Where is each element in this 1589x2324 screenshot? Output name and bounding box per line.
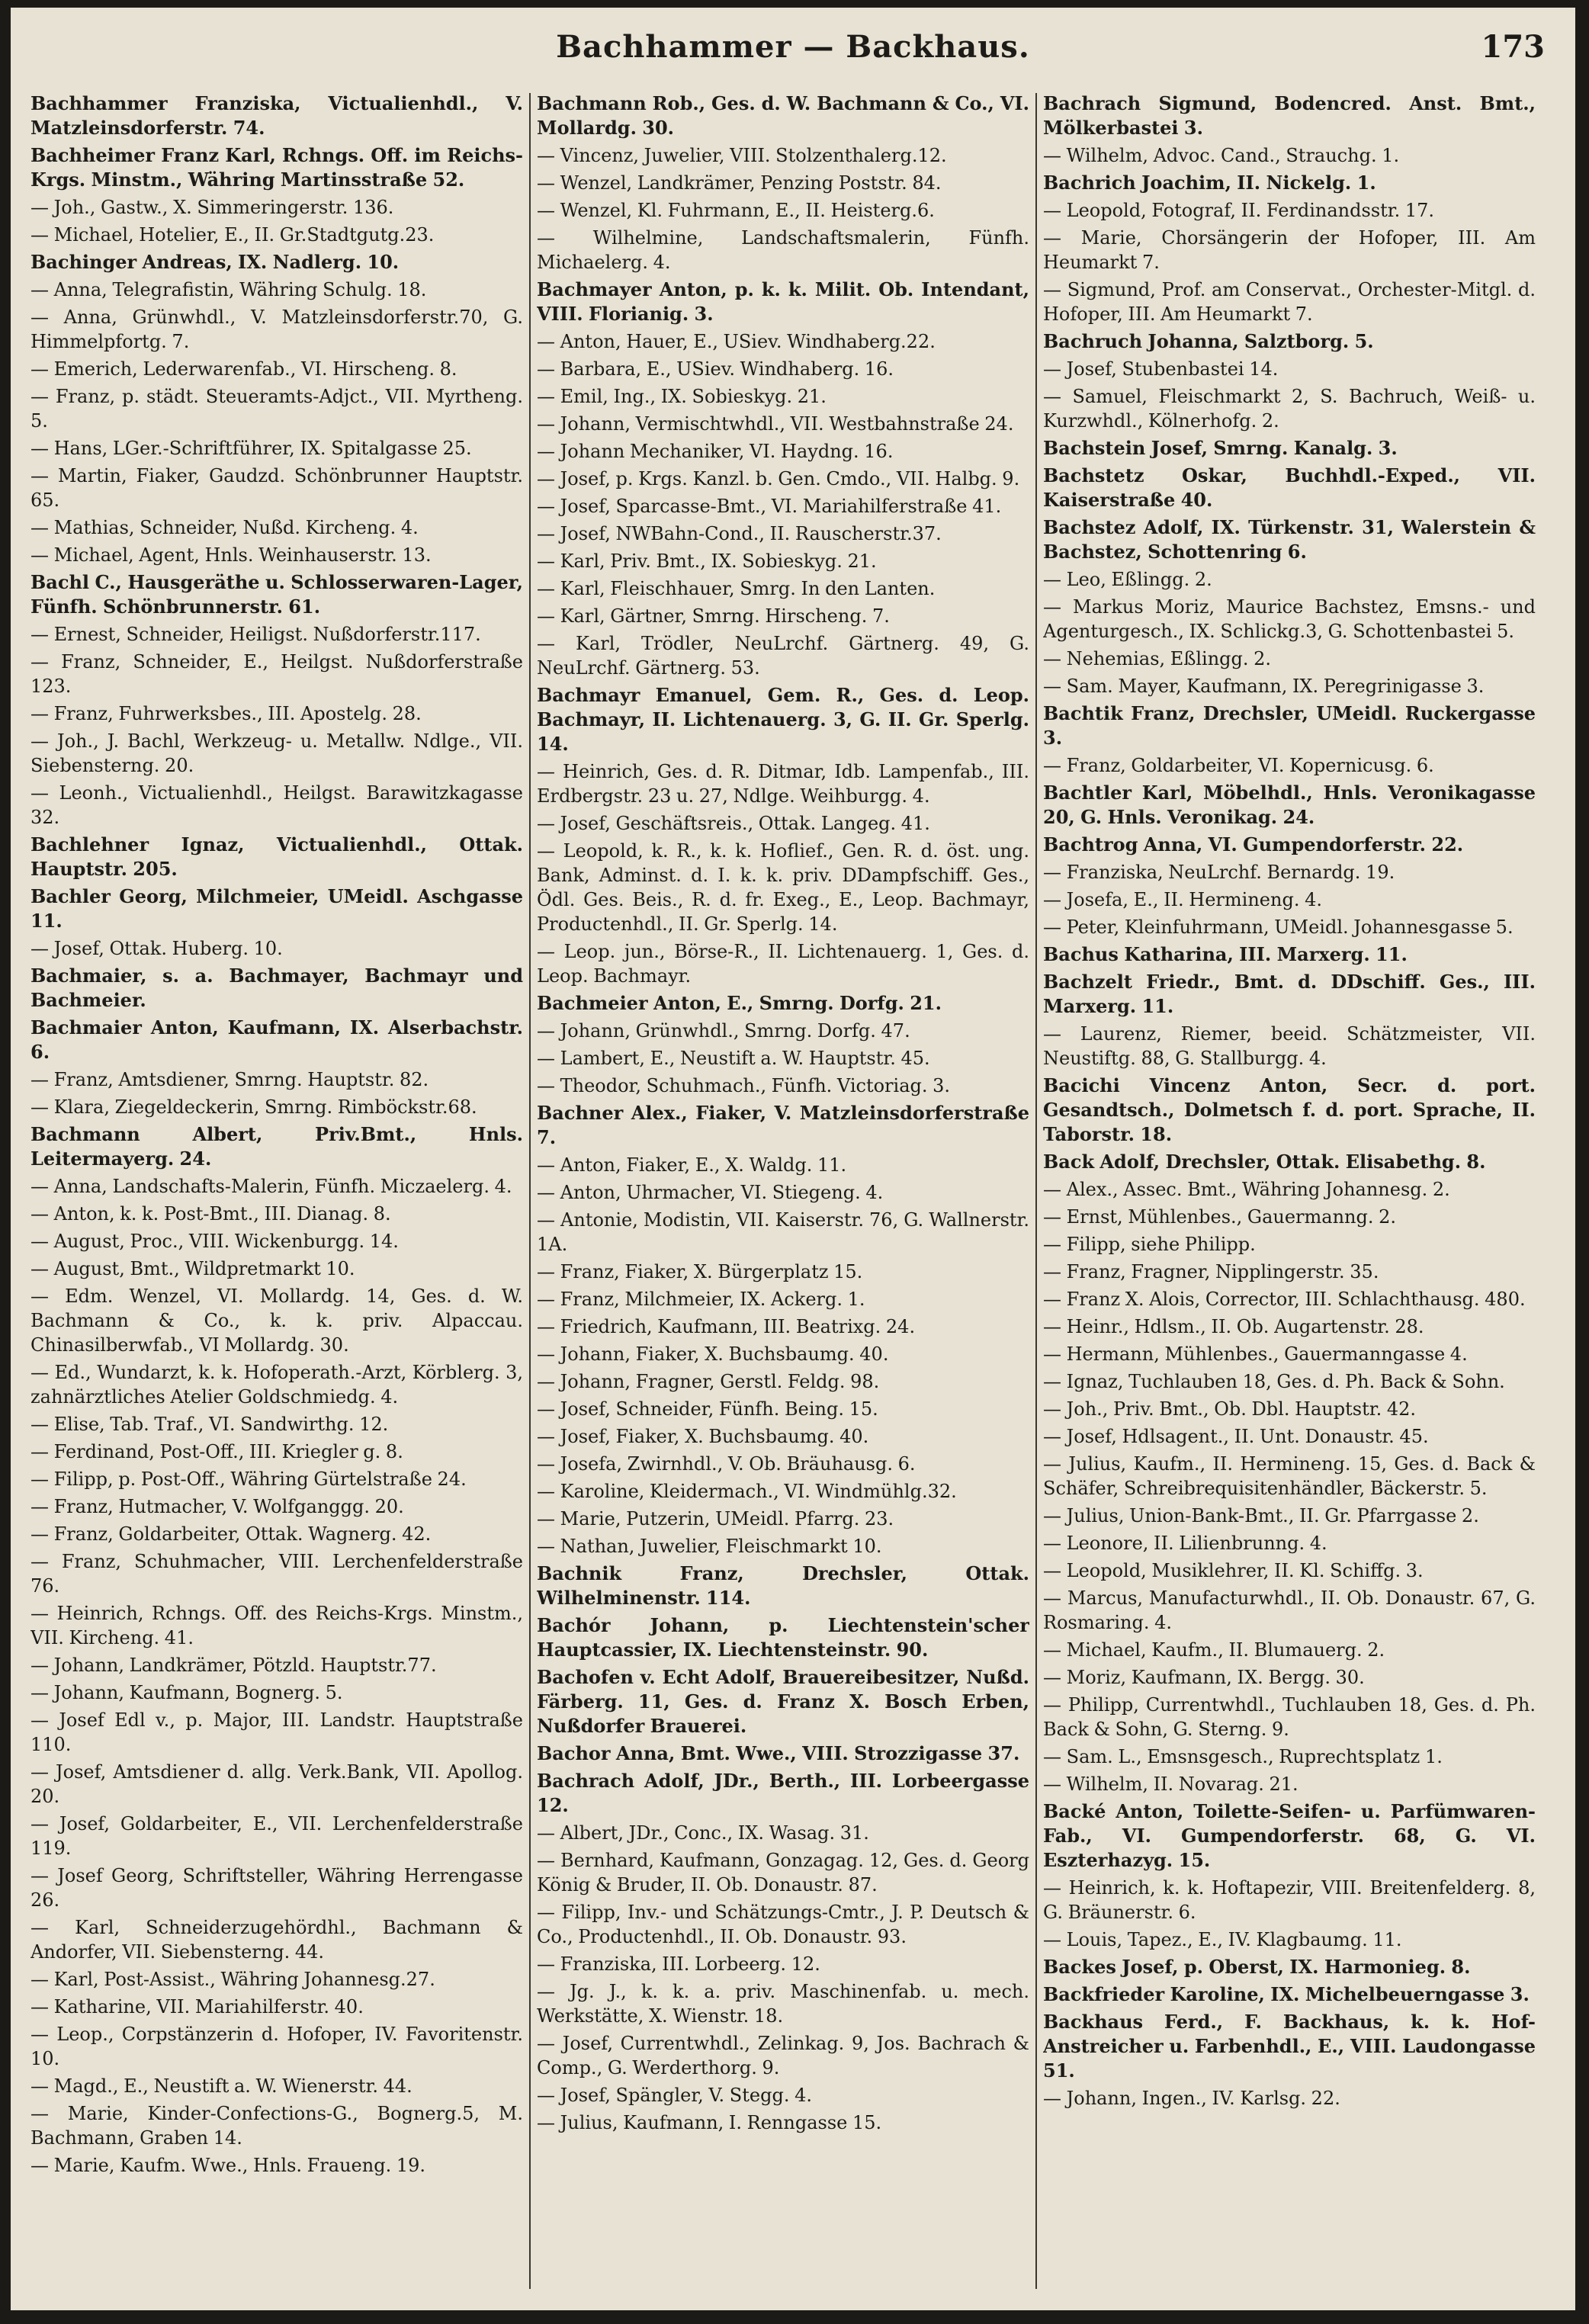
directory-entry: Bachmaier Anton, Kaufmann, IX. Alserbachstr. 6.	[30, 1016, 523, 1063]
directory-entry: — Karl, Schneiderzugehördhl., Bachmann & Andorfer, VII. Siebensterng. 44.	[30, 1917, 523, 1963]
directory-entry: Backes Josef, p. Oberst, IX. Harmonieg. 8.	[1043, 1956, 1471, 1978]
directory-entry: Bachrach Adolf, JDr., Berth., III. Lorbeergasse 12.	[537, 1770, 1029, 1816]
directory-entry: — Wenzel, Landkrämer, Penzing Poststr. 84.	[537, 172, 942, 194]
directory-entry: Bachofen v. Echt Adolf, Brauereibesitzer, Nußd. Färberg. 11, Ges. d. Franz X. Bosch Erben, Nußdorfer Brauerei.	[537, 1666, 1029, 1737]
directory-entry: — Ignaz, Tuchlauben 18, Ges. d. Ph. Back & Sohn.	[1043, 1371, 1505, 1392]
directory-entry: — Johann, Fragner, Gerstl. Feldg. 98.	[537, 1371, 880, 1392]
directory-entry: — Franz X. Alois, Corrector, III. Schlachthausg. 480.	[1043, 1289, 1526, 1310]
directory-entry: — Wilhelmine, Landschaftsmalerin, Fünfh. Michaelerg. 4.	[537, 227, 1029, 273]
directory-entry: — Karl, Post-Assist., Währing Johannesg.27.	[30, 1969, 435, 1990]
directory-entry: — Josef, Hdlsagent., II. Unt. Donaustr. 45.	[1043, 1426, 1429, 1447]
directory-entry: Bachner Alex., Fiaker, V. Matzleinsdorferstraße 7.	[537, 1102, 1029, 1148]
directory-entry: — Johann, Landkrämer, Pötzld. Hauptstr.77.	[30, 1655, 437, 1676]
directory-entry: — Michael, Agent, Hnls. Weinhauserstr. 13.	[30, 544, 432, 566]
directory-entry: — Anna, Landschafts-Malerin, Fünfh. Miczaelerg. 4.	[30, 1176, 512, 1197]
directory-entry: — Barbara, E., USiev. Windhaberg. 16.	[537, 358, 894, 380]
directory-page	[11, 8, 1575, 2310]
directory-entry: — August, Proc., VIII. Wickenburgg. 14.	[30, 1231, 399, 1252]
directory-entry: Bachrach Sigmund, Bodencred. Anst. Bmt., Mölkerbastei 3.	[1043, 92, 1536, 139]
directory-entry: — Josef, NWBahn-Cond., II. Rauscherstr.37.	[537, 523, 942, 544]
directory-entry: — Franziska, NeuLrchf. Bernardg. 19.	[1043, 862, 1395, 883]
directory-entry: — Sam. Mayer, Kaufmann, IX. Peregrinigasse 3.	[1043, 676, 1485, 697]
directory-entry: — Franz, Goldarbeiter, VI. Kopernicusg. 6.	[1043, 755, 1434, 776]
directory-entry: — Joh., Priv. Bmt., Ob. Dbl. Hauptstr. 42.	[1043, 1398, 1416, 1420]
directory-entry: — Magd., E., Neustift a. W. Wienerstr. 44.	[30, 2075, 412, 2097]
directory-entry: Bachmayr Emanuel, Gem. R., Ges. d. Leop. Bachmayr, II. Lichtenauerg. 3, G. II. Gr. Sperlg. 14.	[537, 684, 1029, 755]
directory-entry: — Albert, JDr., Conc., IX. Wasag. 31.	[537, 1822, 869, 1844]
directory-entry: — Franz, Schneider, E., Heilgst. Nußdorferstraße 123.	[30, 651, 523, 697]
directory-entry: — Josef, Fiaker, X. Buchsbaumg. 40.	[537, 1426, 869, 1447]
directory-entry: — Josefa, Zwirnhdl., V. Ob. Bräuhausg. 6.	[537, 1453, 916, 1475]
directory-entry: — Josef, Spängler, V. Stegg. 4.	[537, 2085, 812, 2106]
directory-entry: — Louis, Tapez., E., IV. Klagbaumg. 11.	[1043, 1929, 1402, 1950]
directory-entry: — Samuel, Fleischmarkt 2, S. Bachruch, Weiß- u. Kurzwhdl., Kölnerhofg. 2.	[1043, 386, 1536, 432]
directory-entry: — Josef, p. Krgs. Kanzl. b. Gen. Cmdo., VII. Halbg. 9.	[537, 468, 1020, 490]
directory-entry: — Johann, Fiaker, X. Buchsbaumg. 40.	[537, 1343, 889, 1365]
directory-entry: — Anton, Hauer, E., USiev. Windhaberg.22.	[537, 331, 936, 352]
directory-entry: Bachstetz Oskar, Buchhdl.-Exped., VII. Kaiserstraße 40.	[1043, 464, 1536, 511]
directory-entry: — Wilhelm, II. Novarag. 21.	[1043, 1773, 1298, 1795]
directory-entry: — Moriz, Kaufmann, IX. Bergg. 30.	[1043, 1667, 1365, 1688]
directory-entry: Bachstein Josef, Smrng. Kanalg. 3.	[1043, 437, 1398, 459]
directory-entry: — Katharine, VII. Mariahilferstr. 40.	[30, 1996, 364, 2017]
directory-entry: — Leonore, II. Lilienbrunng. 4.	[1043, 1533, 1327, 1554]
directory-entry: — Philipp, Currentwhdl., Tuchlauben 18, Ges. d. Ph. Back & Sohn, G. Sterng. 9.	[1043, 1694, 1536, 1740]
directory-entry: Bachmann Albert, Priv.Bmt., Hnls. Leitermayerg. 24.	[30, 1123, 523, 1170]
directory-entry: — Franz, Fragner, Nipplingerstr. 35.	[1043, 1261, 1379, 1282]
directory-entry: — Anna, Grünwhdl., V. Matzleinsdorferstr.70, G. Himmelpfortg. 7.	[30, 307, 523, 352]
directory-entry: — Johann, Kaufmann, Bognerg. 5.	[30, 1682, 343, 1703]
directory-entry: Bachhammer Franziska, Victualienhdl., V. Matzleinsdorferstr. 74.	[30, 92, 523, 139]
directory-entry: — Karl, Fleischhauer, Smrg. In den Lanten.	[537, 578, 936, 599]
directory-entry: — Franz, Schuhmacher, VIII. Lerchenfelderstraße 76.	[30, 1551, 523, 1597]
page-header	[11, 29, 1575, 75]
directory-entry: — Anton, Uhrmacher, VI. Stiegeng. 4.	[537, 1182, 884, 1203]
page-number: 173	[1481, 29, 1545, 65]
directory-entry: Backhaus Ferd., F. Backhaus, k. k. Hof-Anstreicher u. Farbenhdl., E., VIII. Laudongasse 51.	[1043, 2011, 1536, 2082]
column-divider	[529, 93, 531, 2289]
directory-entry: Bachnik Franz, Drechsler, Ottak. Wilhelminenstr. 114.	[537, 1562, 1029, 1609]
directory-entry: — Anton, k. k. Post-Bmt., III. Dianag. 8.	[30, 1203, 391, 1225]
directory-entry: — Marie, Kaufm. Wwe., Hnls. Fraueng. 19.	[30, 2155, 425, 2176]
directory-entry: — Josef, Currentwhdl., Zelinkag. 9, Jos. Bachrach & Comp., G. Werderthorg. 9.	[537, 2033, 1029, 2078]
directory-entry: — Leonh., Victualienhdl., Heilgst. Barawitzkagasse 32.	[30, 782, 523, 828]
directory-entry: — Hermann, Mühlenbes., Gauermanngasse 4.	[1043, 1343, 1468, 1365]
directory-entry: — Anton, Fiaker, E., X. Waldg. 11.	[537, 1154, 847, 1176]
directory-entry: — Karoline, Kleidermach., VI. Windmühlg.32.	[537, 1481, 957, 1502]
directory-entry: — Josef Georg, Schriftsteller, Währing Herrengasse 26.	[30, 1865, 523, 1911]
directory-entry: — Franz, Fiaker, X. Bürgerplatz 15.	[537, 1261, 863, 1282]
directory-entry: — Markus Moriz, Maurice Bachstez, Emsns.- und Agenturgesch., IX. Schlickg.3, G. Schottenbastei 5.	[1043, 596, 1536, 642]
directory-entry: Bachor Anna, Bmt. Wwe., VIII. Strozzigasse 37.	[537, 1742, 1020, 1764]
directory-entry: — Johann Mechaniker, VI. Haydng. 16.	[537, 441, 894, 462]
directory-entry: — Joh., J. Bachl, Werkzeug- u. Metallw. Ndlge., VII. Siebensterng. 20.	[30, 730, 523, 776]
directory-entry: — Johann, Ingen., IV. Karlsg. 22.	[1043, 2088, 1340, 2109]
directory-entry: — Heinrich, Rchngs. Off. des Reichs-Krgs. Minstm., VII. Kircheng. 41.	[30, 1603, 523, 1648]
directory-entry: — Michael, Hotelier, E., II. Gr.Stadtgutg.23.	[30, 224, 435, 246]
directory-entry: — Julius, Kaufm., II. Hermineng. 15, Ges. d. Back & Schäfer, Schreibrequisitenhändler, Bäckerstr. 5.	[1043, 1453, 1536, 1499]
directory-entry: — Franz, Goldarbeiter, Ottak. Wagnerg. 42.	[30, 1523, 432, 1545]
directory-entry: — Leopold, Musiklehrer, II. Kl. Schiffg. 3.	[1043, 1560, 1424, 1581]
directory-entry: — Sam. L., Emsnsgesch., Ruprechtsplatz 1.	[1043, 1746, 1443, 1767]
directory-entry: — Julius, Kaufmann, I. Renngasse 15.	[537, 2112, 882, 2133]
directory-entry: — August, Bmt., Wildpretmarkt 10.	[30, 1258, 355, 1279]
column-3	[1043, 91, 1536, 2295]
directory-entry: — Josef, Sparcasse-Bmt., VI. Mariahilferstraße 41.	[537, 496, 1002, 517]
directory-entry: — Marie, Chorsängerin der Hofoper, III. Am Heumarkt 7.	[1043, 227, 1536, 273]
directory-entry: — Ferdinand, Post-Off., III. Kriegler g. 8.	[30, 1441, 403, 1462]
directory-entry: — Vincenz, Juwelier, VIII. Stolzenthalerg.12.	[537, 145, 947, 166]
directory-entry: — Wenzel, Kl. Fuhrmann, E., II. Heisterg.6.	[537, 200, 935, 221]
directory-entry: — Josef, Amtsdiener d. allg. Verk.Bank, VII. Apollog. 20.	[30, 1761, 523, 1807]
directory-entry: — Joh., Gastw., X. Simmeringerstr. 136.	[30, 197, 394, 218]
directory-entry: — Friedrich, Kaufmann, III. Beatrixg. 24.	[537, 1316, 916, 1337]
directory-entry: Bachheimer Franz Karl, Rchngs. Off. im Reichs-Krgs. Minstm., Währing Martinsstraße 52.	[30, 144, 523, 191]
directory-entry: — Edm. Wenzel, VI. Mollardg. 14, Ges. d. W. Bachmann & Co., k. k. priv. Alpaccau. Chinasilberwfab., VI Mollardg. 30.	[30, 1286, 523, 1356]
directory-entry: — Laurenz, Riemer, beeid. Schätzmeister, VII. Neustiftg. 88, G. Stallburgg. 4.	[1043, 1023, 1536, 1069]
directory-entry: Back Adolf, Drechsler, Ottak. Elisabethg. 8.	[1043, 1151, 1486, 1173]
directory-entry: — Leop. jun., Börse-R., II. Lichtenauerg. 1, Ges. d. Leop. Bachmayr.	[537, 941, 1029, 987]
directory-entry: — Josef Edl v., p. Major, III. Landstr. Hauptstraße 110.	[30, 1709, 523, 1755]
directory-entry: — Heinrich, k. k. Hoftapezir, VIII. Breitenfelderg. 8, G. Bräunerstr. 6.	[1043, 1877, 1536, 1923]
directory-entry: — Michael, Kaufm., II. Blumauerg. 2.	[1043, 1639, 1385, 1661]
directory-entry: Bachstez Adolf, IX. Türkenstr. 31, Walerstein & Bachstez, Schottenring 6.	[1043, 516, 1536, 563]
directory-entry: — Sigmund, Prof. am Conservat., Orchester-Mitgl. d. Hofoper, III. Am Heumarkt 7.	[1043, 279, 1536, 325]
directory-entry: — Ed., Wundarzt, k. k. Hofoperath.-Arzt, Körblerg. 3, zahnärztliches Atelier Goldschmiedg. 4.	[30, 1362, 523, 1408]
directory-entry: — Marie, Kinder-Confections-G., Bognerg.5, M. Bachmann, Graben 14.	[30, 2103, 523, 2149]
directory-entry: Bachtrog Anna, VI. Gumpendorferstr. 22.	[1043, 833, 1464, 855]
directory-entry: — Heinr., Hdlsm., II. Ob. Augartenstr. 28.	[1043, 1316, 1424, 1337]
directory-entry: — Karl, Priv. Bmt., IX. Sobieskyg. 21.	[537, 551, 877, 572]
directory-entry: Bachór Johann, p. Liechtenstein'scher Hauptcassier, IX. Liechtensteinstr. 90.	[537, 1614, 1029, 1661]
directory-entry: — Martin, Fiaker, Gaudzd. Schönbrunner Hauptstr. 65.	[30, 465, 523, 511]
directory-entry: — Ernst, Mühlenbes., Gauermanng. 2.	[1043, 1206, 1397, 1228]
directory-entry: — Filipp, siehe Philipp.	[1043, 1234, 1256, 1255]
directory-entry: Bachlehner Ignaz, Victualienhdl., Ottak. Hauptstr. 205.	[30, 833, 523, 880]
directory-entry: — Karl, Gärtner, Smrng. Hirscheng. 7.	[537, 605, 890, 627]
directory-entry: — Josef, Stubenbastei 14.	[1043, 358, 1279, 380]
directory-entry: — Filipp, p. Post-Off., Währing Gürtelstraße 24.	[30, 1469, 467, 1490]
column-divider	[1035, 93, 1037, 2289]
directory-entry: — Josefa, E., II. Hermineng. 4.	[1043, 889, 1322, 910]
column-2	[537, 91, 1029, 2295]
directory-entry: — Marie, Putzerin, UMeidl. Pfarrg. 23.	[537, 1508, 894, 1530]
directory-entry: — Wilhelm, Advoc. Cand., Strauchg. 1.	[1043, 145, 1400, 166]
directory-entry: — Theodor, Schuhmach., Fünfh. Victoriag. 3.	[537, 1075, 951, 1096]
directory-entry: — Mathias, Schneider, Nußd. Kircheng. 4.	[30, 517, 419, 538]
directory-entry: Backé Anton, Toilette-Seifen- u. Parfümwaren-Fab., VI. Gumpendorferstr. 68, G. VI. Eszterhazyg. 15.	[1043, 1800, 1536, 1871]
directory-entry: — Marcus, Manufacturwhdl., II. Ob. Donaustr. 67, G. Rosmaring. 4.	[1043, 1587, 1536, 1633]
directory-entry: — Nathan, Juwelier, Fleischmarkt 10.	[537, 1536, 882, 1557]
directory-entry: Bachmayer Anton, p. k. k. Milit. Ob. Intendant, VIII. Florianig. 3.	[537, 278, 1029, 325]
directory-entry: — Josef, Schneider, Fünfh. Being. 15.	[537, 1398, 878, 1420]
directory-entry: Bachmeier Anton, E., Smrng. Dorfg. 21.	[537, 992, 942, 1014]
directory-entry: — Johann, Grünwhdl., Smrng. Dorfg. 47.	[537, 1020, 910, 1042]
directory-entry: — Ernest, Schneider, Heiligst. Nußdorferstr.117.	[30, 624, 481, 645]
directory-entry: Bachtik Franz, Drechsler, UMeidl. Ruckergasse 3.	[1043, 702, 1536, 749]
directory-entry: — Emil, Ing., IX. Sobieskyg. 21.	[537, 386, 827, 407]
directory-entry: — Leo, Eßlingg. 2.	[1043, 569, 1212, 590]
directory-entry: — Josef, Ottak. Huberg. 10.	[30, 938, 283, 959]
directory-entry: Bachinger Andreas, IX. Nadlerg. 10.	[30, 251, 400, 273]
directory-entry: Bachus Katharina, III. Marxerg. 11.	[1043, 943, 1408, 965]
directory-entry: — Nehemias, Eßlingg. 2.	[1043, 648, 1272, 669]
directory-entry: — Heinrich, Ges. d. R. Ditmar, Idb. Lampenfab., III. Erdbergstr. 23 u. 27, Ndlge. Weihburgg. 4.	[537, 761, 1029, 807]
directory-entry: — Franz, Amtsdiener, Smrng. Hauptstr. 82.	[30, 1069, 429, 1090]
directory-entry: Bachrich Joachim, II. Nickelg. 1.	[1043, 172, 1376, 194]
directory-entry: Bachmann Rob., Ges. d. W. Bachmann & Co., VI. Mollardg. 30.	[537, 92, 1029, 139]
directory-entry: Bachmaier, s. a. Bachmayer, Bachmayr und Bachmeier.	[30, 965, 523, 1011]
directory-entry: Backfrieder Karoline, IX. Michelbeuerngasse 3.	[1043, 1983, 1530, 2005]
directory-entry: — Hans, LGer.-Schriftführer, IX. Spitalgasse 25.	[30, 438, 472, 459]
page-title: Bachhammer — Backhaus.	[556, 29, 1030, 65]
directory-entry: — Elise, Tab. Traf., VI. Sandwirthg. 12.	[30, 1414, 389, 1435]
directory-entry: — Lambert, E., Neustift a. W. Hauptstr. 45.	[537, 1048, 930, 1069]
directory-entry: — Peter, Kleinfuhrmann, UMeidl. Johannesgasse 5.	[1043, 916, 1514, 938]
directory-entry: — Johann, Vermischtwhdl., VII. Westbahnstraße 24.	[537, 413, 1014, 435]
directory-entry: — Jg. J., k. k. a. priv. Maschinenfab. u. mech. Werkstätte, X. Wienstr. 18.	[537, 1981, 1029, 2027]
directory-entry: — Anna, Telegrafistin, Währing Schulg. 18.	[30, 279, 427, 300]
directory-entry: Bachruch Johanna, Salztborg. 5.	[1043, 330, 1374, 352]
directory-entry: — Franz, Fuhrwerksbes., III. Apostelg. 28.	[30, 703, 422, 724]
directory-entry: — Karl, Trödler, NeuLrchf. Gärtnerg. 49, G. NeuLrchf. Gärtnerg. 53.	[537, 633, 1029, 679]
directory-entry: — Franziska, III. Lorbeerg. 12.	[537, 1953, 820, 1975]
directory-entry: — Filipp, Inv.- und Schätzungs-Cmtr., J. P. Deutsch & Co., Productenhdl., II. Ob. Donaustr. 93.	[537, 1902, 1029, 1947]
directory-entry: — Leopold, Fotograf, II. Ferdinandsstr. 17.	[1043, 200, 1435, 221]
directory-entry: — Antonie, Modistin, VII. Kaiserstr. 76, G. Wallnerstr. 1A.	[537, 1209, 1029, 1255]
directory-entry: — Franz, Hutmacher, V. Wolfganggg. 20.	[30, 1496, 404, 1517]
directory-entry: — Josef, Geschäftsreis., Ottak. Langeg. 41.	[537, 813, 930, 834]
directory-entry: — Josef, Goldarbeiter, E., VII. Lerchenfelderstraße 119.	[30, 1813, 523, 1859]
directory-entry: Bachler Georg, Milchmeier, UMeidl. Aschgasse 11.	[30, 885, 523, 932]
directory-entry: — Emerich, Lederwarenfab., VI. Hirscheng. 8.	[30, 358, 457, 380]
directory-entry: — Leop., Corpstänzerin d. Hofoper, IV. Favoritenstr. 10.	[30, 2024, 523, 2069]
directory-entry: — Franz, p. städt. Steueramts-Adjct., VII. Myrtheng. 5.	[30, 386, 523, 432]
directory-entry: Bachl C., Hausgeräthe u. Schlosserwaren-Lager, Fünfh. Schönbrunnerstr. 61.	[30, 571, 523, 618]
directory-entry: Bachzelt Friedr., Bmt. d. DDschiff. Ges., III. Marxerg. 11.	[1043, 971, 1536, 1017]
directory-entry: — Julius, Union-Bank-Bmt., II. Gr. Pfarrgasse 2.	[1043, 1505, 1479, 1526]
directory-entry: Bachtler Karl, Möbelhdl., Hnls. Veronikagasse 20, G. Hnls. Veronikag. 24.	[1043, 782, 1536, 828]
column-1	[30, 91, 523, 2295]
directory-entry: Bacichi Vincenz Anton, Secr. d. port. Gesandtsch., Dolmetsch f. d. port. Sprache, II. Taborstr. 18.	[1043, 1074, 1536, 1145]
directory-entry: — Franz, Milchmeier, IX. Ackerg. 1.	[537, 1289, 865, 1310]
directory-entry: — Bernhard, Kaufmann, Gonzagag. 12, Ges. d. Georg König & Bruder, II. Ob. Donaustr. 87.	[537, 1850, 1029, 1895]
directory-entry: — Klara, Ziegeldeckerin, Smrng. Rimböckstr.68.	[30, 1096, 477, 1118]
directory-entry: — Leopold, k. R., k. k. Hoflief., Gen. R. d. öst. ung. Bank, Adminst. d. I. k. k. priv. DDampfschiff. Ges., Ödl. Ges. Beis., R. d. fr. Exeg., E., Leop. Bachmayr, Productenhdl., II. Gr. Sperlg. 14.	[537, 840, 1029, 935]
directory-entry: — Alex., Assec. Bmt., Währing Johannesg. 2.	[1043, 1179, 1450, 1200]
